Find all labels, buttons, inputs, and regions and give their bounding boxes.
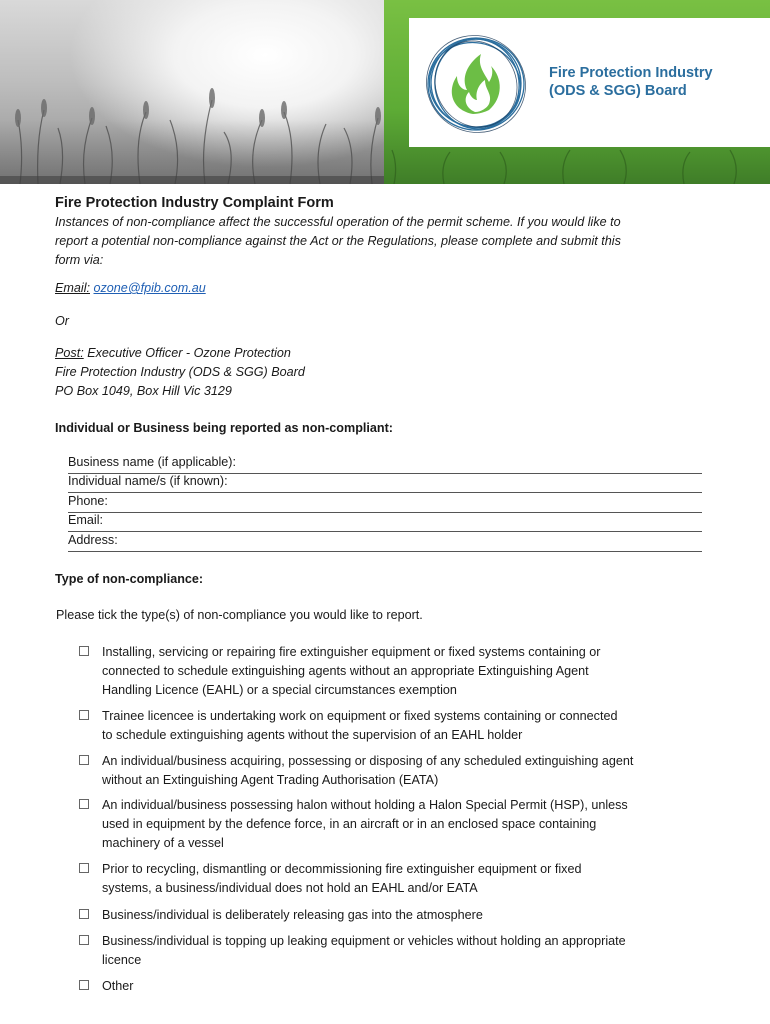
intro-line-1: Instances of non-compliance affect the successful operation of the permit scheme. If you would like to bbox=[55, 215, 621, 229]
option-line: Trainee licencee is undertaking work on equipment or fixed systems containing or connected bbox=[102, 709, 618, 723]
logo-line-2: (ODS & SGG) Board bbox=[549, 83, 687, 99]
option-line: without an Extinguishing Agent Trading Authorisation (EATA) bbox=[102, 773, 439, 787]
fpib-emblem-icon bbox=[423, 32, 529, 136]
field-label: Phone: bbox=[68, 494, 108, 508]
or-text: Or bbox=[55, 314, 69, 328]
option-line: systems, a business/individual does not hold an EAHL and/or EATA bbox=[102, 881, 478, 895]
field-label: Business name (if applicable): bbox=[68, 455, 236, 469]
option-line: connected to schedule extinguishing agents without an appropriate Extinguishing Agent bbox=[102, 664, 589, 678]
checkbox[interactable] bbox=[79, 646, 89, 656]
option-line: Installing, servicing or repairing fire extinguisher equipment or fixed systems containing or bbox=[102, 645, 601, 659]
reported-heading: Individual or Business being reported as non-compliant: bbox=[55, 421, 393, 435]
phone-field[interactable] bbox=[68, 493, 702, 513]
field-label: Email: bbox=[68, 513, 103, 527]
email-field[interactable] bbox=[68, 512, 702, 532]
option-line: to schedule extinguishing agents without the supervision of an EAHL holder bbox=[102, 728, 523, 742]
grass-silhouette bbox=[0, 0, 384, 184]
email-label: Email: bbox=[55, 281, 90, 295]
page-title: Fire Protection Industry Complaint Form bbox=[55, 195, 334, 211]
header-banner bbox=[0, 0, 770, 184]
option-line: Handling Licence (EAHL) or a special circumstances exemption bbox=[102, 683, 457, 697]
option-line: used in equipment by the defence force, in an aircraft or in an enclosed space containing bbox=[102, 817, 597, 831]
option-line: An individual/business possessing halon without holding a Halon Special Permit (HSP), unless bbox=[102, 798, 628, 812]
email-contact bbox=[55, 279, 206, 298]
type-heading: Type of non-compliance: bbox=[55, 572, 204, 586]
intro-line-2: report a potential non-compliance against the Act or the Regulations, please complete and submit this bbox=[55, 234, 621, 248]
option-line: licence bbox=[102, 953, 142, 967]
logo-wordmark bbox=[549, 64, 713, 100]
field-label: Individual name/s (if known): bbox=[68, 474, 228, 488]
option-line: Business/individual is deliberately releasing gas into the atmosphere bbox=[102, 908, 483, 922]
checkbox[interactable] bbox=[79, 909, 89, 919]
logo-card bbox=[409, 18, 770, 147]
post-line-2: Fire Protection Industry (ODS & SGG) Board bbox=[55, 365, 305, 379]
intro-line-3: form via: bbox=[55, 253, 104, 267]
checkbox[interactable] bbox=[79, 935, 89, 945]
option-line: machinery of a vessel bbox=[102, 836, 224, 850]
post-label: Post: bbox=[55, 346, 84, 360]
option-line: Other bbox=[102, 979, 134, 993]
field-label: Address: bbox=[68, 533, 118, 547]
checkbox[interactable] bbox=[79, 755, 89, 765]
address-field[interactable] bbox=[68, 532, 702, 552]
type-instruction: Please tick the type(s) of non-compliance you would like to report. bbox=[56, 608, 423, 622]
option-line: Prior to recycling, dismantling or decommissioning fire extinguisher equipment or fixed bbox=[102, 862, 582, 876]
checkbox[interactable] bbox=[79, 799, 89, 809]
option-line: Business/individual is topping up leaking equipment or vehicles without holding an appropriate bbox=[102, 934, 626, 948]
checkbox[interactable] bbox=[79, 980, 89, 990]
checkbox[interactable] bbox=[79, 863, 89, 873]
logo-line-1: Fire Protection Industry bbox=[549, 65, 713, 81]
checkbox[interactable] bbox=[79, 710, 89, 720]
form-intro bbox=[55, 193, 715, 270]
business-name-field[interactable] bbox=[68, 454, 702, 474]
email-link[interactable]: ozone@fpib.com.au bbox=[93, 281, 206, 295]
individual-name-field[interactable] bbox=[68, 473, 702, 493]
post-line-3: PO Box 1049, Box Hill Vic 3129 bbox=[55, 384, 232, 398]
postal-contact bbox=[55, 344, 305, 401]
or-separator bbox=[55, 312, 69, 331]
option-line: An individual/business acquiring, possessing or disposing of any scheduled extinguishing agent bbox=[102, 754, 634, 768]
post-line-1: Executive Officer - Ozone Protection bbox=[87, 346, 291, 360]
